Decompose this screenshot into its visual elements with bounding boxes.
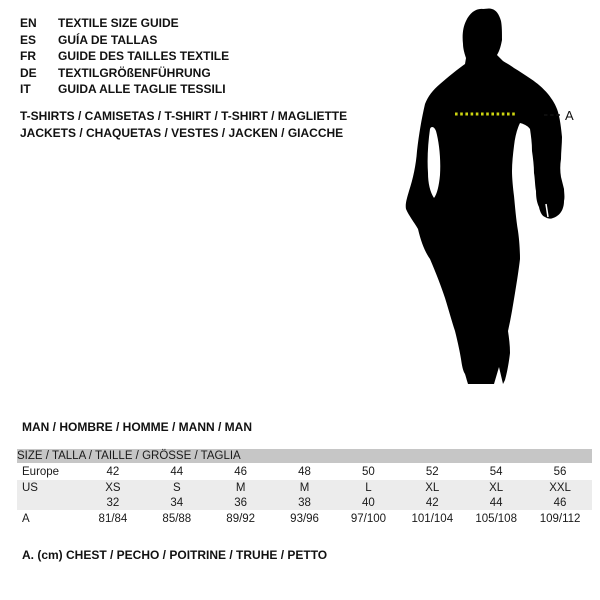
language-row (20, 65, 229, 82)
category-line-tshirts: T-SHIRTS / CAMISETAS / T-SHIRT / T-SHIRT / MAGLIETTE (20, 109, 348, 123)
language-label: GUIDA ALLE TAGLIE TESSILI (58, 82, 226, 96)
language-row (20, 32, 229, 49)
table-row-chest-cm (17, 510, 592, 527)
size-table-container (17, 449, 592, 527)
table-cell: 97/100 (350, 512, 387, 525)
table-cell: 36 (209, 495, 273, 510)
table-cell: M (209, 480, 273, 495)
row-label-blank (17, 495, 81, 510)
table-cell: 48 (298, 465, 311, 478)
size-table-header: SIZE / TALLA / TAILLE / GRÖSSE / TAGLIA (17, 449, 592, 463)
table-cell: 101/104 (411, 512, 454, 525)
table-row-us (17, 480, 592, 495)
language-guide-list (20, 15, 229, 98)
man-silhouette (406, 9, 565, 384)
table-cell: M (273, 480, 337, 495)
section-heading-man: MAN / HOMBRE / HOMME / MANN / MAN (22, 420, 252, 434)
measure-label-a: A (565, 108, 574, 123)
table-cell: 46 (528, 495, 592, 510)
table-cell: L (337, 480, 401, 495)
table-cell: 42 (106, 465, 120, 478)
language-code: ES (20, 32, 37, 47)
size-table-header-row (17, 449, 592, 463)
language-row (20, 15, 229, 32)
table-cell: 38 (273, 495, 337, 510)
table-cell: 42 (400, 495, 464, 510)
language-code: IT (20, 82, 31, 96)
row-label-europe: Europe (22, 465, 60, 478)
table-cell: 93/96 (290, 512, 319, 525)
table-cell: 89/92 (226, 512, 256, 525)
table-cell: 85/88 (162, 512, 192, 525)
table-cell: XXL (528, 480, 592, 495)
table-cell: 44 (464, 495, 528, 510)
language-code: EN (20, 16, 37, 30)
table-row-numeric-us (17, 495, 592, 510)
size-figure (380, 5, 590, 400)
table-cell: XS (81, 480, 145, 495)
table-row-europe (17, 463, 592, 480)
row-label-a: A (22, 512, 30, 525)
garment-categories (20, 108, 347, 142)
table-cell: 105/108 (475, 512, 517, 525)
table-cell: 34 (145, 495, 209, 510)
table-cell: 54 (489, 465, 503, 478)
chest-footnote: A. (cm) CHEST / PECHO / POITRINE / TRUHE / PETTO (22, 548, 328, 562)
row-label-us: US (17, 480, 81, 495)
language-code: FR (20, 49, 36, 63)
man-silhouette-svg (380, 5, 590, 400)
table-cell: 32 (81, 495, 145, 510)
category-line-jackets: JACKETS / CHAQUETAS / VESTES / JACKEN / GIACCHE (20, 125, 344, 140)
language-row (20, 48, 229, 65)
table-cell: XL (400, 480, 464, 495)
table-cell: 109/112 (539, 512, 581, 525)
language-label: GUÍA DE TALLAS (58, 32, 158, 47)
language-label: GUIDE DES TAILLES TEXTILE (58, 49, 230, 63)
table-cell: 56 (553, 465, 567, 478)
table-cell: S (145, 480, 209, 495)
language-code: DE (20, 65, 37, 80)
table-cell: 52 (425, 465, 439, 478)
table-cell: XL (464, 480, 528, 495)
table-cell: 44 (170, 465, 184, 478)
table-cell: 81/84 (98, 512, 128, 525)
language-label: TEXTILGRÖßENFÜHRUNG (58, 65, 211, 80)
table-cell: 40 (337, 495, 401, 510)
language-row (20, 81, 229, 98)
language-label: TEXTILE SIZE GUIDE (58, 16, 179, 30)
table-cell: 46 (234, 465, 248, 478)
size-table (17, 449, 592, 527)
table-cell: 50 (362, 465, 375, 478)
